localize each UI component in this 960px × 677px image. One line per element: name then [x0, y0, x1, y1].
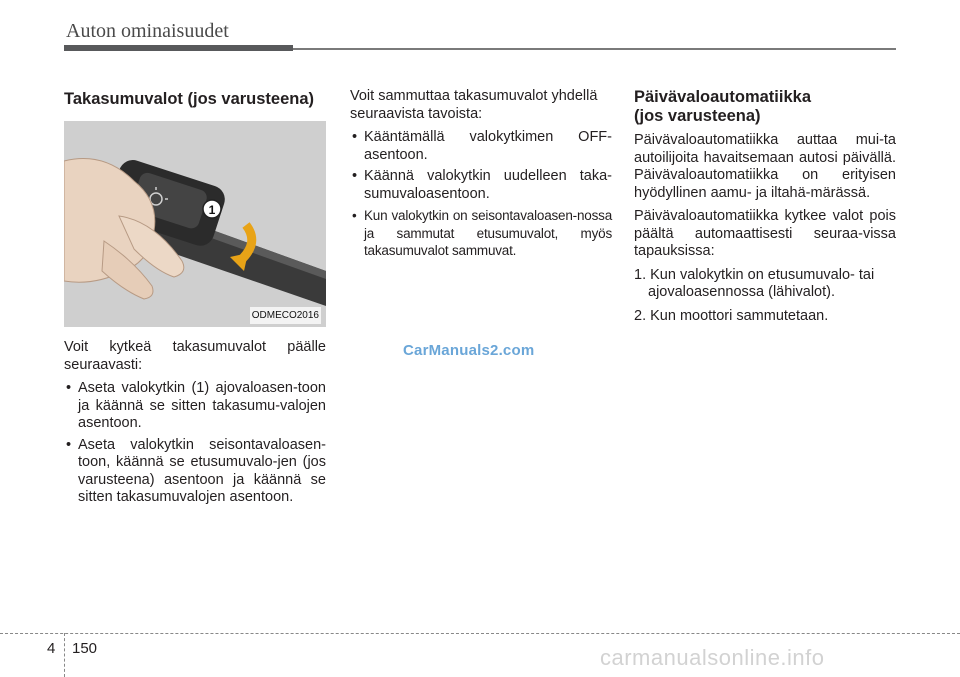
left-column [64, 88, 326, 511]
light-switch-figure [64, 121, 326, 327]
drl-list-item: 1. Kun valokytkin on etusumuvalo- tai ajovaloasennossa (lähivalot). [634, 266, 875, 300]
right-column [634, 88, 896, 331]
header-rule [293, 48, 896, 50]
left-bullet: • Aseta valokytkin (1) ajovaloasen-toon ja käännä se sitten takasumu-valojen asentoon. [64, 380, 326, 433]
footer-rule [0, 633, 960, 634]
drl-list [634, 267, 896, 326]
figure-marker-label: 1 [208, 203, 216, 217]
drl-heading-line1: Päivävaloautomatiikka [634, 88, 812, 106]
drl-heading-line2: (jos varusteena) [634, 107, 761, 125]
middle-bullet: • Käännä valokytkin uudelleen taka-sumuvaloasentoon. [350, 168, 612, 203]
middle-bullet: • Kun valokytkin on seisontavaloasen-nossa ja sammutat etusumuvalot, myös takasumuvalot sammuvat. [350, 207, 612, 260]
drl-list-item: 2. Kun moottori sammutetaan. [634, 307, 829, 324]
drl-heading [634, 88, 896, 126]
site-watermark: carmanualsonline.info [600, 645, 825, 670]
left-bullets [64, 380, 326, 507]
left-bullet: • Aseta valokytkin seisontavaloasen-toon, käännä se etusumuvalo-jen (jos varusteena) asentoon ja käännä se sitten takasumuvalojen asentoon. [64, 437, 326, 507]
drl-paragraph: Päivävaloautomatiikka auttaa mui-ta autoilijoita havaitsemaan autosi päivällä. Päivävaloautomatiikka on erityisen hyödyllinen aamu- ja iltahä-märässä. [634, 132, 896, 201]
left-intro: Voit kytkeä takasumuvalot päälle seuraavasti: [64, 339, 326, 373]
light-switch-illustration [64, 121, 326, 327]
watermark-link[interactable]: CarManuals2.com [403, 342, 535, 359]
rear-fog-heading: Takasumuvalot (jos varusteena) [64, 90, 315, 108]
chapter-number: 4 [47, 640, 56, 657]
middle-bullets [350, 129, 612, 260]
middle-column [350, 88, 612, 264]
drl-paragraph: Päivävaloautomatiikka kytkee valot pois päältä automaattisesti seuraa-vissa tapauksissa: [634, 208, 896, 259]
footer-divider [64, 633, 65, 677]
page-number: 150 [72, 640, 98, 657]
header-accent-bar [64, 45, 293, 51]
middle-bullet: • Kääntämällä valokytkimen OFF-asentoon. [350, 129, 612, 164]
page-header-title: Auton ominaisuudet [66, 20, 229, 42]
middle-intro: Voit sammuttaa takasumuvalot yhdellä seuraavista tavoista: [350, 88, 598, 122]
figure-code: ODMECO2016 [250, 307, 321, 325]
